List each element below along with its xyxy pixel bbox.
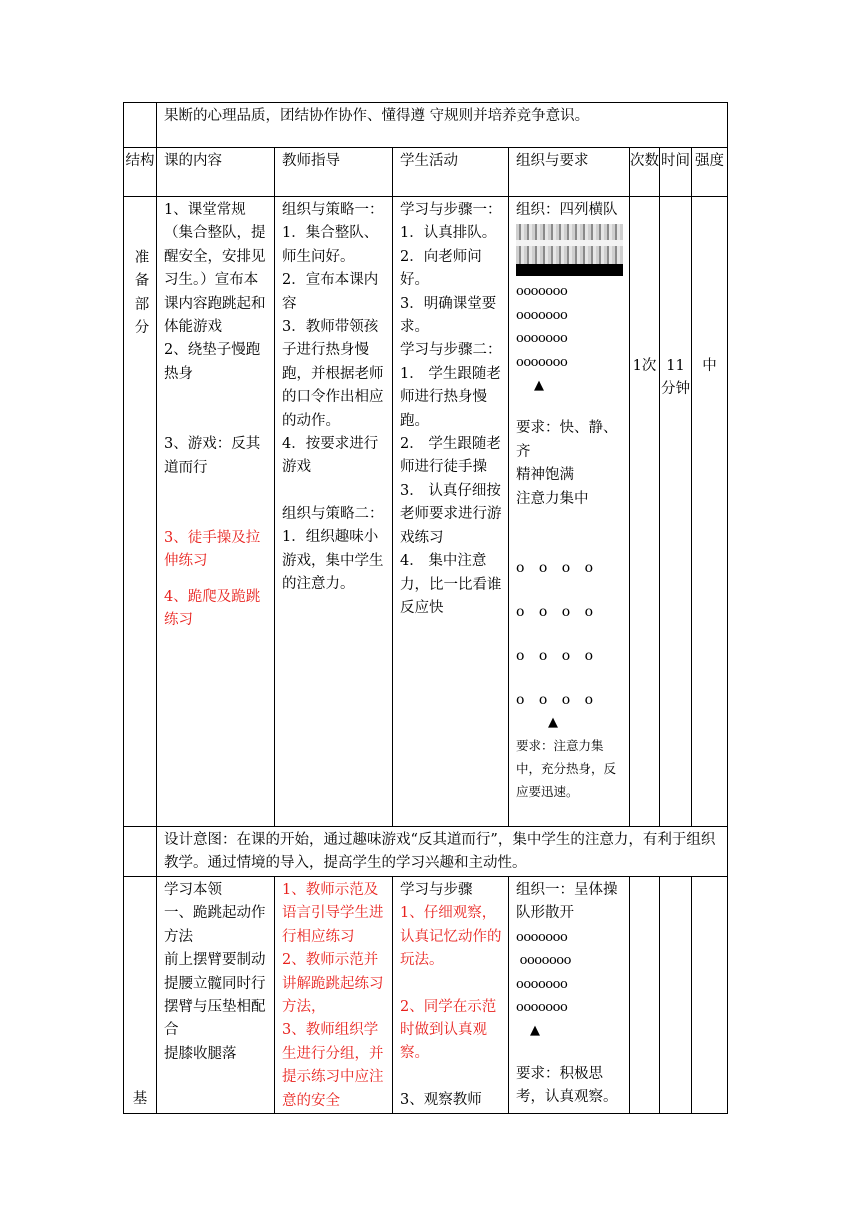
prep-section-label: 准 备 部 分	[124, 197, 157, 827]
header-teacher: 教师指导	[275, 148, 393, 197]
formation-dots-row: ooooooo	[516, 976, 568, 992]
basic-row	[124, 877, 728, 1114]
game-dots-row: o o o o	[516, 648, 594, 665]
header-intensity: 强度	[692, 148, 728, 197]
intro-text: 果断的心理品质，团结协作协作、懂得遵 守规则并培养竞争意识。	[157, 103, 728, 148]
basic-times	[630, 877, 660, 1114]
intro-empty-cell	[124, 103, 157, 148]
basic-section-label: 基	[124, 877, 157, 1114]
header-times: 次数	[630, 148, 660, 197]
formation-dots-row: ooooooo	[516, 953, 571, 969]
basic-content: 学习本领 一、跪跳起动作方法 前上摆臂要制动 提腰立髋同时行 摆臂与压垫相配合 提膝收腿落	[157, 877, 275, 1114]
header-content: 课的内容	[157, 148, 275, 197]
game-dots-row: o o o o	[516, 692, 594, 709]
prep-org-title: 组织：四列横队	[516, 202, 618, 218]
intro-row	[124, 103, 728, 148]
formation-dots-row: ooooooo	[516, 284, 568, 300]
basic-student: 学习与步骤 1、仔细观察，认真记忆动作的玩法。 2、同学在示范时做到认真观察。 3、观察教师	[393, 877, 509, 1114]
prep-content-exercise: 3、徒手操及拉伸练习	[164, 530, 261, 570]
design-empty-cell	[124, 827, 157, 877]
formation-dots-row: ooooooo	[516, 307, 568, 323]
header-row	[124, 148, 728, 197]
prep-org-requirement-2: 要求：注意力集中，充分热身，反应要迅速。	[516, 738, 617, 800]
prep-content-routine: 1、课堂常规（集合整队，提醒安全，安排见习生。）宣布本课内容跑跳起和体能游戏	[164, 202, 266, 336]
header-student: 学生活动	[393, 148, 509, 197]
header-section: 结构	[124, 148, 157, 197]
header-time: 时间	[660, 148, 692, 197]
prep-org-requirement: 要求：快、静、齐	[516, 420, 618, 460]
formation-dots-row: ooooooo	[516, 1000, 568, 1016]
formation-dots-row: ooooooo	[516, 354, 568, 370]
game-dots-row: o o o o	[516, 560, 594, 577]
lesson-plan-table	[123, 102, 728, 1114]
basic-intensity	[692, 877, 728, 1114]
prep-content-game: 3、游戏：反其道而行	[164, 436, 261, 476]
design-intent: 设计意图：在课的开始，通过趣味游戏“反其道而行”，集中学生的注意力，有利于组织教学。通过情境的导入，提高学生的学习兴趣和主动性。	[157, 827, 728, 877]
prep-organization: 组织：四列横队 ooooooo ooooooo ooooooo ooooooo ▲ 要求：快、静、齐 精神饱满 注意力集中 o o o o o o o o o o o o o o o o ▲ 要求：注意力集中，充分热身，反应要迅速。	[509, 197, 630, 827]
basic-time	[660, 877, 692, 1114]
game-dots-row: o o o o	[516, 604, 594, 621]
prep-content-kneel: 4、跪爬及跪跳练习	[164, 588, 261, 629]
prep-times: 1次	[630, 197, 660, 827]
prep-content	[157, 197, 275, 827]
prep-intensity: 中	[692, 197, 728, 827]
formation-photo	[516, 224, 623, 276]
basic-teacher: 1、教师示范及语言引导学生进行相应练习 2、教师示范并讲解跪跳起练习方法， 3、教师组织学生进行分组，并提示练习中应注意的安全	[275, 877, 393, 1114]
formation-dots-row: ooooooo	[516, 331, 568, 347]
teacher-triangle-icon: ▲	[534, 378, 544, 394]
formation-dots-row: ooooooo	[516, 929, 568, 945]
teacher-triangle-icon: ▲	[548, 715, 558, 731]
prep-time: 11分钟	[660, 197, 692, 827]
basic-organization: 组织一：呈体操队形散开 ooooooo ooooooo ooooooo ooooooo ▲ 要求：积极思考，认真观察。	[509, 877, 630, 1114]
prep-teacher: 组织与策略一： 1．集合整队、师生问好。 2．宣布本课内容 3．教师带领孩子进行热身慢跑，并根据老师的口令作出相应的动作。 4．按要求进行游戏 组织与策略二： 1．组织趣味小游戏，集中学生的注意力。	[275, 197, 393, 827]
teacher-triangle-icon: ▲	[530, 1023, 540, 1039]
prep-content-warmup: 2、绕垫子慢跑热身	[164, 342, 261, 382]
prep-row	[124, 197, 728, 827]
design-row	[124, 827, 728, 877]
header-organization: 组织与要求	[509, 148, 630, 197]
prep-student: 学习与步骤一： 1．认真排队。 2．向老师问好。 3．明确课堂要求。 学习与步骤二： 1． 学生跟随老师进行热身慢跑。 2． 学生跟随老师进行徒手操 3． 认真仔细按老师要求进行游戏练习 4． 集中注意力，比一比看谁反应快	[393, 197, 509, 827]
